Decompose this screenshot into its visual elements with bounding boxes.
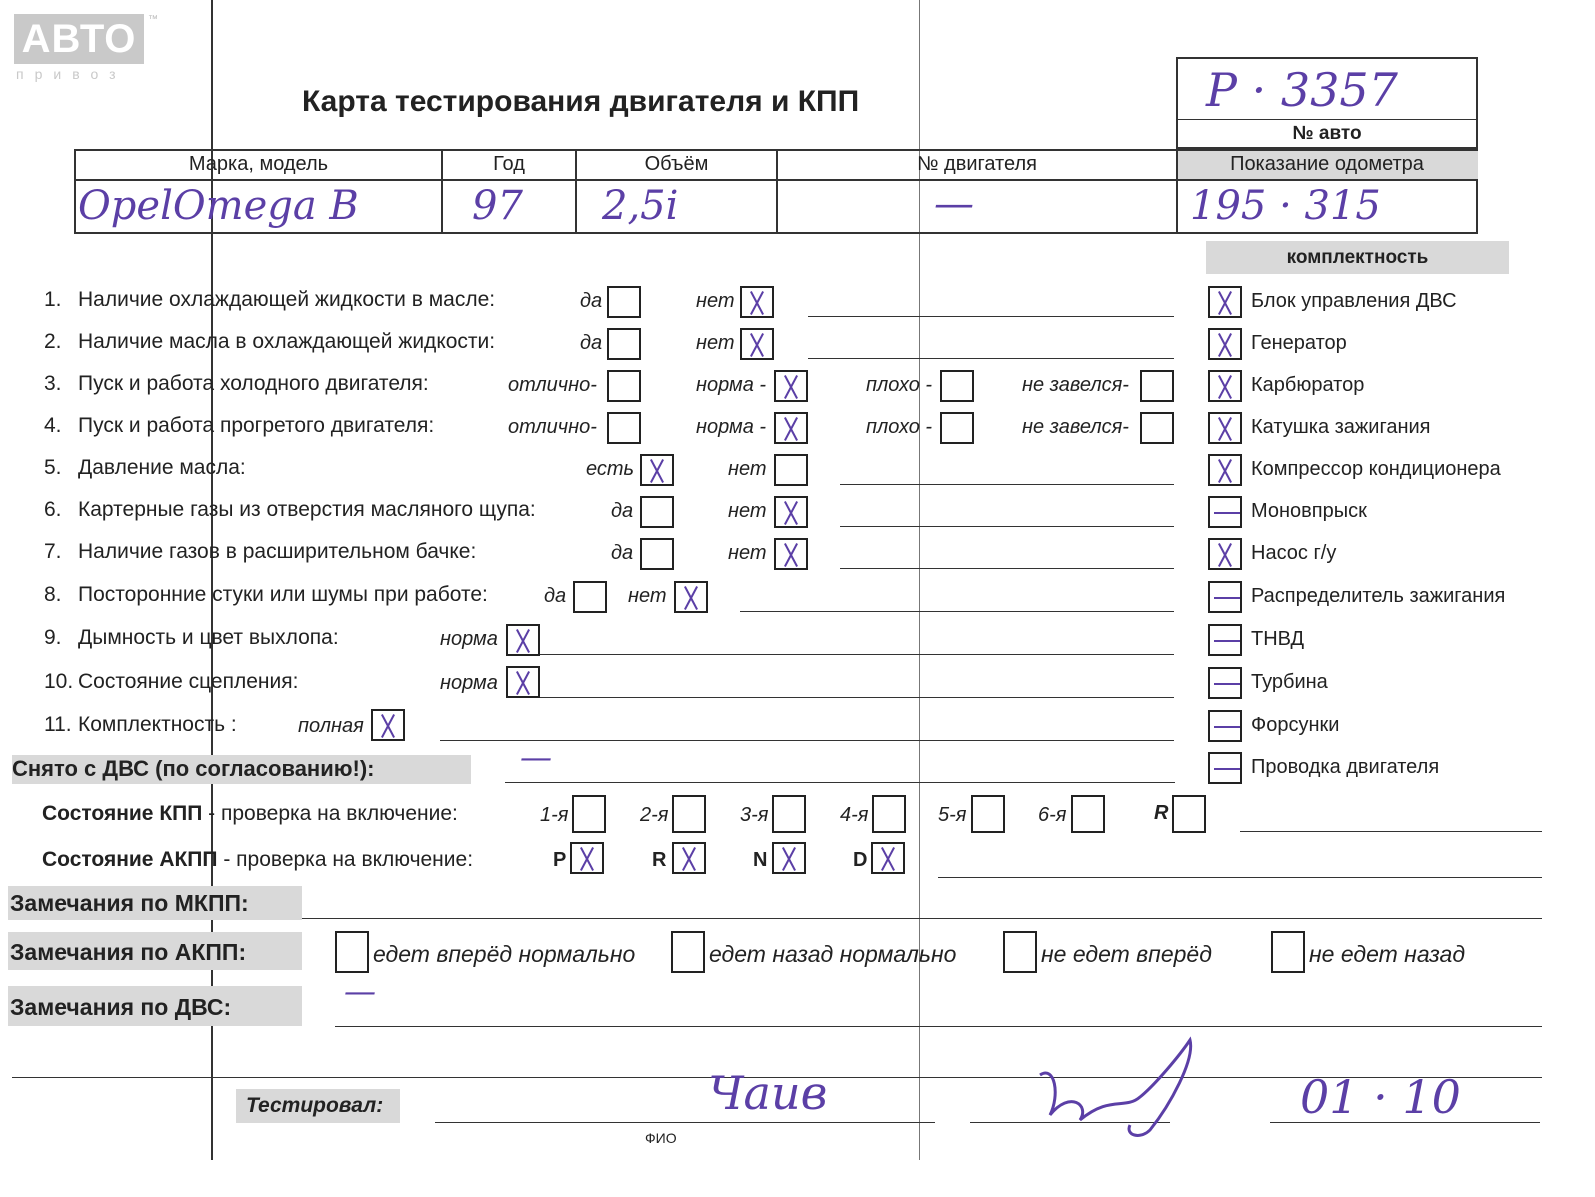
checkbox-normal[interactable] — [506, 624, 540, 656]
gear-checkbox[interactable] — [772, 795, 806, 833]
snyato-line — [505, 782, 1175, 783]
option-label: да — [580, 332, 603, 354]
option-label: есть — [586, 458, 635, 480]
option-label: не завелся- — [1022, 416, 1129, 438]
col-header-odometer: Показание одометра — [1230, 153, 1424, 175]
item-label: Пуск и работа холодного двигателя: — [78, 372, 429, 395]
item-label: Наличие масла в охлаждающей жидкости: — [78, 330, 496, 353]
date-value: 01 · 10 — [1300, 1070, 1461, 1124]
komplekt-checkbox[interactable] — [1208, 370, 1242, 402]
kpp-label-bold: Состояние КПП — [42, 802, 203, 825]
checkbox-no[interactable] — [740, 328, 774, 360]
komplekt-item: Насос г/у — [1251, 542, 1337, 564]
snyato-label: Снято с ДВС (по согласованию!): — [12, 756, 375, 781]
item-number: 2. — [44, 330, 62, 353]
gear-checkbox[interactable] — [672, 795, 706, 833]
item-label: Давление масла: — [78, 456, 246, 479]
akpp-note-label: едет назад нормально — [709, 941, 957, 967]
option-label: нет — [696, 290, 735, 312]
col-header-engine-no: № двигателя — [917, 153, 1037, 175]
item-number: 11. — [44, 713, 72, 736]
year-value: 97 — [472, 183, 523, 229]
item-number: 5. — [44, 456, 62, 479]
car-number-divider — [1178, 119, 1476, 120]
engine-no-value: — — [934, 181, 974, 227]
checkbox-bad[interactable] — [940, 412, 974, 444]
komplekt-item: Блок управления ДВС — [1251, 290, 1457, 312]
kpp-line — [1240, 831, 1542, 832]
checkbox-yes[interactable] — [607, 286, 641, 318]
col-header-year: Год — [493, 153, 525, 175]
comment-line — [740, 611, 1174, 612]
checkbox-yes[interactable] — [640, 496, 674, 528]
komplekt-checkbox[interactable] — [1208, 454, 1242, 486]
komplekt-checkbox[interactable] — [1208, 624, 1242, 656]
option-label: да — [611, 542, 634, 564]
gear-label: 4-я — [840, 804, 869, 826]
zam-mkpp-line — [302, 918, 1542, 919]
item-number: 9. — [44, 626, 62, 649]
akpp-note-checkbox[interactable] — [335, 931, 369, 973]
option-label: полная — [298, 715, 364, 737]
komplekt-item: Проводка двигателя — [1251, 756, 1440, 778]
komplekt-checkbox[interactable] — [1208, 496, 1242, 528]
option-label: норма - — [696, 374, 767, 396]
option-label: норма — [440, 628, 498, 650]
akpp-note-label: не едет назад — [1309, 941, 1466, 967]
komplekt-checkbox[interactable] — [1208, 581, 1242, 613]
option-label: плохо - — [866, 416, 933, 438]
komplekt-checkbox[interactable] — [1208, 538, 1242, 570]
akpp-note-checkbox[interactable] — [671, 931, 705, 973]
option-label: нет — [728, 458, 767, 480]
model-value: OpelOmega B — [78, 183, 359, 229]
komplekt-item: Катушка зажигания — [1251, 416, 1431, 438]
comment-line — [840, 568, 1174, 569]
option-label: нет — [728, 500, 767, 522]
item-label: Наличие охлаждающей жидкости в масле: — [78, 288, 496, 311]
akpp-gear-checkbox[interactable] — [772, 842, 806, 874]
item-number: 10. — [44, 670, 74, 693]
akpp-note-label: едет вперёд нормально — [373, 941, 636, 967]
checkbox-yes[interactable] — [573, 581, 607, 613]
option-label: нет — [696, 332, 735, 354]
col-header-model: Марка, модель — [188, 153, 329, 175]
zam-akpp-label: Замечания по АКПП: — [10, 939, 247, 965]
kpp-label-rest: - проверка на включение: — [202, 802, 458, 825]
page-title: Карта тестирования двигателя и КПП — [302, 85, 860, 118]
akpp-gear-checkbox[interactable] — [570, 842, 604, 874]
checkbox-excellent[interactable] — [607, 370, 641, 402]
akpp-gear-checkbox[interactable] — [672, 842, 706, 874]
odometer-value: 195 · 315 — [1190, 183, 1381, 229]
komplekt-checkbox[interactable] — [1208, 328, 1242, 360]
checkbox-bad[interactable] — [940, 370, 974, 402]
header-table — [74, 149, 1478, 234]
akpp-gear-checkbox[interactable] — [871, 842, 905, 874]
komplekt-checkbox[interactable] — [1208, 412, 1242, 444]
checkbox-no[interactable] — [774, 454, 808, 486]
item-number: 1. — [44, 288, 62, 311]
akpp-note-checkbox[interactable] — [1271, 931, 1305, 973]
option-label: плохо - — [866, 374, 933, 396]
item-label: Состояние сцепления: — [78, 670, 299, 693]
akpp-gear-label: R — [652, 849, 667, 871]
komplekt-checkbox[interactable] — [1208, 710, 1242, 742]
comment-line — [840, 484, 1174, 485]
checkbox-yes[interactable] — [640, 454, 674, 486]
komplekt-item: Генератор — [1251, 332, 1347, 354]
option-label: отлично- — [508, 374, 597, 396]
comment-line — [808, 358, 1174, 359]
akpp-note-label: не едет вперёд — [1041, 941, 1212, 967]
komplekt-header: комплектность — [1286, 247, 1429, 268]
option-label: да — [544, 585, 567, 607]
car-number-box — [1176, 57, 1478, 149]
comment-line — [840, 526, 1174, 527]
gear-label: 5-я — [938, 804, 967, 826]
comment-line — [808, 316, 1174, 317]
item-label: Пуск и работа прогретого двигателя: — [78, 414, 435, 437]
zam-dvs-line — [335, 1026, 1542, 1027]
checkbox-normal[interactable] — [774, 370, 808, 402]
item-number: 3. — [44, 372, 62, 395]
zam-mkpp-label: Замечания по МКПП: — [10, 890, 249, 916]
item-number: 8. — [44, 583, 62, 606]
checkbox-full[interactable] — [371, 709, 405, 741]
option-label: нет — [628, 585, 667, 607]
komplekt-checkbox[interactable] — [1208, 286, 1242, 318]
akpp-note-checkbox[interactable] — [1003, 931, 1037, 973]
item-number: 7. — [44, 540, 62, 563]
checkbox-no-start[interactable] — [1140, 412, 1174, 444]
akpp-label-rest: - проверка на включение: — [217, 848, 474, 871]
item-label: Картерные газы из отверстия масляного щупа: — [78, 498, 536, 521]
signature-stroke — [1040, 1040, 1191, 1135]
gear-checkbox[interactable] — [971, 795, 1005, 833]
item-number: 6. — [44, 498, 62, 521]
komplekt-item: ТНВД — [1251, 628, 1305, 650]
komplekt-item: Компрессор кондиционера — [1251, 458, 1501, 480]
logo-tm: ™ — [148, 14, 158, 25]
akpp-gear-label: N — [753, 849, 768, 871]
checkbox-yes[interactable] — [607, 328, 641, 360]
gear-label: 2-я — [640, 804, 669, 826]
logo-text: АВТО — [14, 14, 144, 64]
volume-value: 2,5i — [602, 183, 679, 229]
gear-checkbox[interactable] — [1071, 795, 1105, 833]
option-label: да — [611, 500, 634, 522]
checkbox-no[interactable] — [774, 496, 808, 528]
car-number-value: Р · 3357 — [1206, 63, 1398, 117]
gear-label: 1-я — [540, 804, 569, 826]
logo-sub: привоз — [16, 66, 127, 82]
komplekt-item: Карбюратор — [1251, 374, 1365, 396]
item-label: Дымность и цвет выхлопа: — [78, 626, 339, 649]
gear-label: 6-я — [1038, 804, 1067, 826]
tested-label: Тестировал: — [246, 1094, 384, 1117]
akpp-label-bold: Состояние АКПП — [42, 848, 218, 871]
option-label: норма - — [696, 416, 767, 438]
zam-dvs-label: Замечания по ДВС: — [10, 994, 232, 1020]
option-label: норма — [440, 672, 498, 694]
komplekt-checkbox[interactable] — [1208, 752, 1242, 784]
option-label: отлично- — [508, 416, 597, 438]
car-number-label: № авто — [1292, 123, 1362, 144]
checkbox-no[interactable] — [740, 286, 774, 318]
gear-label: R — [1154, 802, 1169, 824]
gear-checkbox[interactable] — [1172, 795, 1206, 833]
item-label: Комплектность : — [78, 713, 237, 736]
akpp-gear-label: P — [553, 849, 567, 871]
akpp-label — [42, 848, 473, 872]
komplekt-item: Распределитель зажигания — [1251, 585, 1506, 607]
option-label: нет — [728, 542, 767, 564]
akpp-line — [938, 877, 1542, 878]
item-label: Посторонние стуки или шумы при работе: — [78, 583, 488, 606]
checkbox-excellent[interactable] — [607, 412, 641, 444]
col-header-volume: Объём — [644, 153, 709, 175]
zam-dvs-value: — — [344, 972, 376, 1010]
item-label: Наличие газов в расширительном бачке: — [78, 540, 477, 563]
fio-caption: ФИО — [645, 1130, 677, 1146]
komplekt-item: Турбина — [1251, 671, 1328, 693]
option-label: не завелся- — [1022, 374, 1129, 396]
option-label: да — [580, 290, 603, 312]
checkbox-no[interactable] — [674, 581, 708, 613]
komplekt-item: Моновпрыск — [1251, 500, 1367, 522]
gear-checkbox[interactable] — [872, 795, 906, 833]
signature — [1030, 1035, 1200, 1145]
komplekt-checkbox[interactable] — [1208, 667, 1242, 699]
snyato-value: — — [520, 738, 552, 776]
comment-line — [540, 697, 1174, 698]
kpp-label — [42, 802, 458, 826]
checkbox-normal[interactable] — [506, 666, 540, 698]
checkbox-yes[interactable] — [640, 538, 674, 570]
gear-label: 3-я — [740, 804, 769, 826]
item-number: 4. — [44, 414, 62, 437]
checkbox-normal[interactable] — [774, 412, 808, 444]
fio-value: Чаив — [708, 1066, 828, 1120]
gear-checkbox[interactable] — [572, 795, 606, 833]
comment-line — [540, 654, 1174, 655]
checkbox-no-start[interactable] — [1140, 370, 1174, 402]
fio-line — [435, 1122, 935, 1123]
checkbox-no[interactable] — [774, 538, 808, 570]
komplekt-item: Форсунки — [1251, 714, 1340, 736]
logo — [14, 14, 158, 84]
akpp-gear-label: D — [853, 849, 868, 871]
